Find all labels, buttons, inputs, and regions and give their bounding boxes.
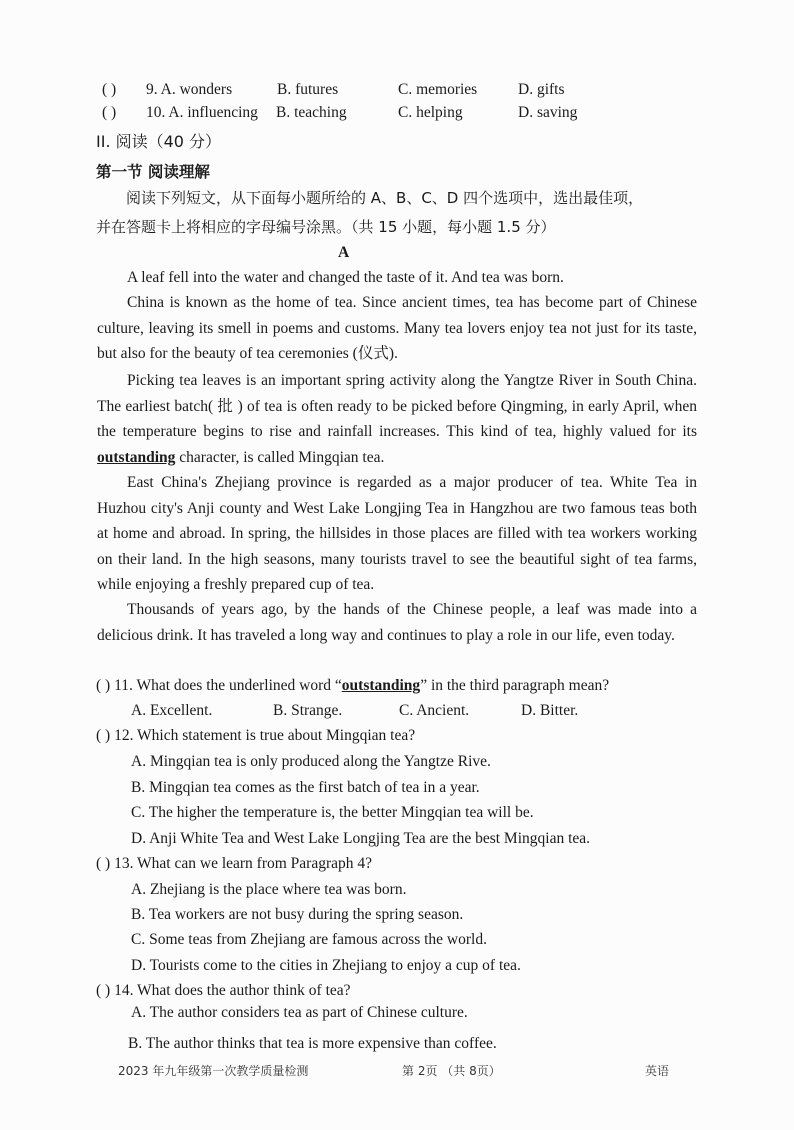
q13-option-c[interactable]: C. Some teas from Zhejiang are famous across the world. xyxy=(131,931,487,948)
underlined-word: outstanding xyxy=(97,448,176,466)
option-a: 9. A. wonders xyxy=(146,81,233,98)
option-b-10: B. teaching xyxy=(276,104,347,121)
answer-paren[interactable]: ( ) xyxy=(102,104,117,121)
instruction-line-2: 并在答题卡上将相应的字母编号涂黑。（共 15 小题，每小题 1.5 分） xyxy=(96,218,556,236)
q11-option-b[interactable]: B. Strange. xyxy=(273,702,343,719)
answer-paren[interactable]: ( ) xyxy=(96,677,111,694)
option-d: D. saving xyxy=(518,104,578,121)
passage-letter: A xyxy=(338,244,350,261)
paragraph-5: Thousands of years ago, by the hands of the Chinese people, a leaf was made into a delicious drink. It has traveled a long way and continues to play a role in our life, even today. xyxy=(97,601,697,644)
option-a: 10. A. influencing xyxy=(146,104,258,121)
answer-paren[interactable]: ( ) xyxy=(96,982,111,999)
footer-exam-name: 2023 年九年级第一次教学质量检测 xyxy=(118,1064,309,1078)
q12-option-c[interactable]: C. The higher the temperature is, the better Mingqian tea will be. xyxy=(131,804,534,821)
question-12: ( ) 12. Which statement is true about Mingqian tea? xyxy=(96,727,416,744)
answer-paren[interactable]: ( ) xyxy=(96,727,111,744)
paragraph-2: China is known as the home of tea. Since ancient times, tea has become part of Chinese culture, leaving its smell in poems and customs. Many tea lovers enjoy tea not just for its taste, but also for the beauty of tea ceremonies (仪式). xyxy=(97,294,697,363)
q11-option-a[interactable]: A. Excellent. xyxy=(131,702,213,719)
q12-option-a[interactable]: A. Mingqian tea is only produced along the Yangtze Rive. xyxy=(131,753,491,770)
option-c: C. memories xyxy=(398,81,478,98)
q14-option-b[interactable]: B. The author thinks that tea is more expensive than coffee. xyxy=(128,1035,497,1052)
option-d: D. gifts xyxy=(518,81,565,98)
answer-paren[interactable]: ( ) xyxy=(96,855,111,872)
section-title: II. 阅读（40 分） xyxy=(96,132,222,151)
paragraph-1: A leaf fell into the water and changed the taste of it. And tea was born. xyxy=(127,269,564,286)
q12-option-d[interactable]: D. Anji White Tea and West Lake Longjing Tea are the best Mingqian tea. xyxy=(131,830,591,847)
instruction-line-1: 阅读下列短文，从下面每小题所给的 A、B、C、D 四个选项中，选出最佳项， xyxy=(126,189,644,207)
answer-paren[interactable]: ( ) xyxy=(102,81,117,98)
q11-option-c[interactable]: C. Ancient. xyxy=(399,702,470,719)
q13-option-b[interactable]: B. Tea workers are not busy during the spring season. xyxy=(131,906,464,923)
footer-page-number: 第 2页 （共 8页） xyxy=(402,1064,501,1078)
paragraph-3: Picking tea leaves is an important spring activity along the Yangtze River in South China. The earliest batch( 批 ) of tea is often ready to be picked before Qingming, in early April, when the temperature begins to rise and rainfall increases. This kind of tea, highly valued for its outstanding character, is called Mingqian tea. xyxy=(97,372,697,466)
question-9 xyxy=(102,80,565,100)
paragraph-4: East China's Zhejiang province is regarded as a major producer of tea. White Tea in Huzhou city's Anji county and West Lake Longjing Tea in Hangzhou are two famous teas both at home and abroad. In spring, the hillsides in those places are filled with tea workers working on their land. In the high seasons, many tourists travel to see the beautiful sight of tea farms, while enjoying a freshly prepared cup of tea. xyxy=(97,474,697,594)
option-b: B. futures xyxy=(277,81,339,98)
q14-option-a[interactable]: A. The author considers tea as part of Chinese culture. xyxy=(131,1004,468,1021)
q13-option-a[interactable]: A. Zhejiang is the place where tea was born. xyxy=(131,881,407,898)
question-11: ( ) 11. What does the underlined word “outstanding” in the third paragraph mean? xyxy=(96,677,610,694)
footer-subject: 英语 xyxy=(645,1064,670,1078)
q13-option-d[interactable]: D. Tourists come to the cities in Zhejiang to enjoy a cup of tea. xyxy=(131,957,521,974)
section-subtitle: 第一节 阅读理解 xyxy=(96,163,210,181)
q12-option-b[interactable]: B. Mingqian tea comes as the first batch of tea in a year. xyxy=(131,779,480,796)
question-13: ( ) 13. What can we learn from Paragraph 4? xyxy=(96,855,373,872)
q11-option-d[interactable]: D. Bitter. xyxy=(521,702,579,719)
question-14: ( ) 14. What does the author think of tea? xyxy=(96,982,351,999)
option-c: C. helping xyxy=(398,104,463,121)
